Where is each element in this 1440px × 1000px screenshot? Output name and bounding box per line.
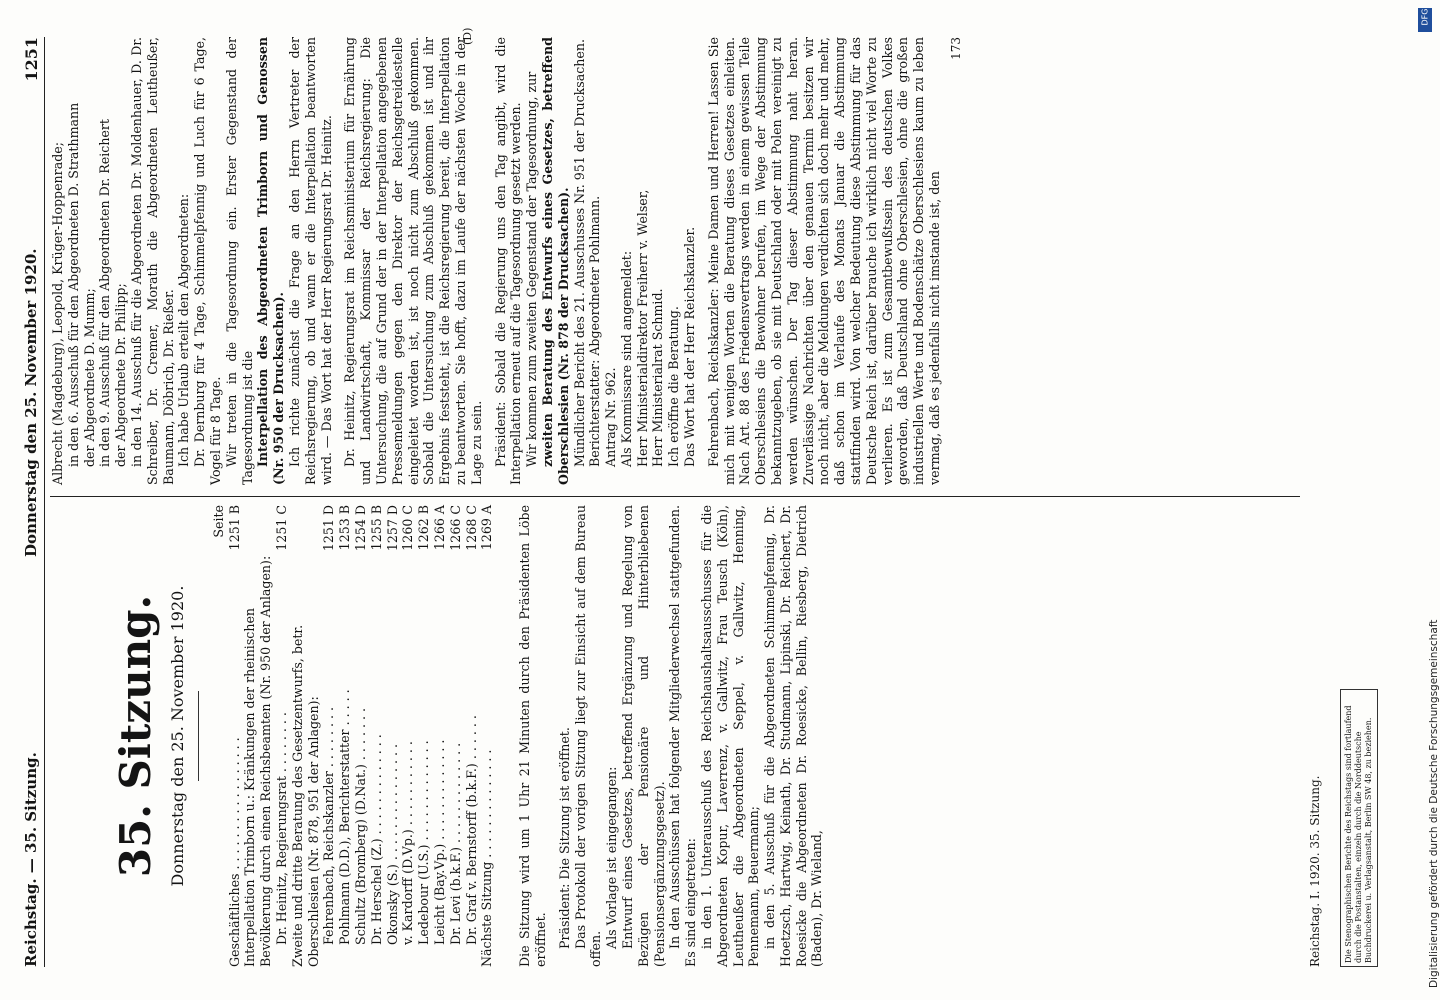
footnote-box: Die Stenographischen Berichte des Reichstags sind fortlaufend durch die Postanstalten, einzeln durch die Norddeutsche Buchdruckerei u. Verlagsanstalt, Berlin SW 48, zu beziehen. [1340, 689, 1378, 967]
toc-entry-text: Interpellation Trimborn u.: Kränkungen der rheinischen Bevölkerung durch einen Reichsbeamten (Nr. 950 der Anlagen): [242, 555, 274, 967]
right-paragraph: Antrag Nr. 962. [603, 367, 619, 467]
right-paragraph: zweiten Beratung des Entwurfs eines Gesetzes, betreffend Oberschlesien (Nr. 878 der Drucksachen). [539, 37, 571, 485]
right-paragraph: Dr. Heinitz, Regierungsrat im Reichsministerium für Ernährung und Landwirtschaft, Kommissar der Reichsregierung: Die Untersuchung, die auf Grund der in der Interpellation angegebenen Pressemeldungen gegen den Direktor der Reichsgetreidestelle eingeleitet worden ist, ist noch nicht zum Abschluß gekommen. Sobald die Untersuchung zum Abschluß gekommen ist und ihr Ergebnis feststeht, ist die Reichsregierung bereit, die Interpellation zu beantworten. Sie hofft, dazu im Laufe der nächsten Woche in der Lage zu sein. [342, 37, 484, 485]
page-header [10, 37, 45, 967]
session-date: Donnerstag den 25. November 1920. [168, 585, 187, 887]
toc-entry-text: Okonsky (S.) . . . . . . . . . . . . . . . [384, 744, 400, 945]
right-paragraph: Mündlicher Bericht des 21. Ausschusses Nr. 951 der Drucksachen. [571, 39, 587, 467]
toc-entry-text: Dr. Graf v. Bernstorff (b.k.F.) . . . . . . [463, 715, 479, 945]
toc-entry-page: 1255 B [368, 505, 384, 551]
right-paragraph: der Abgeordnete Dr. Philipp; [113, 283, 129, 467]
toc-row [227, 505, 243, 967]
toc-row [353, 505, 369, 967]
toc-row [290, 505, 322, 967]
digitization-note [1414, 8, 1440, 988]
toc-row [274, 505, 290, 967]
toc-row [464, 505, 480, 967]
toc-entry-text: Schultz (Bromberg) (D.Nat.) . . . . . . . [352, 708, 368, 945]
toc-entry-page: 1251 C [273, 505, 289, 551]
right-body [50, 37, 943, 485]
left-column [80, 505, 825, 967]
toc-row [448, 505, 464, 967]
margin-mark: (D) [461, 27, 474, 45]
document-page [10, 25, 1420, 985]
left-paragraph: Präsident: Die Sitzung ist eröffnet. [556, 727, 572, 949]
right-paragraph: Herr Ministerialrat Schmid. [650, 288, 666, 467]
toc-entry-text: Pohlmann (D.D.), Berichterstatter . . . . . [337, 689, 353, 945]
toc-row [369, 505, 385, 967]
digitization-note-text: Digitalisierung gefördert durch die Deutsche Forschungsgemeinschaft [1428, 619, 1440, 988]
right-page-footer: 173 [948, 37, 963, 60]
toc-entry-page: 1268 C [463, 505, 479, 551]
toc-entry-text: Nächste Sitzung . . . . . . . . . . . . . . [479, 749, 495, 967]
left-paragraph: Als Vorlage ist eingegangen: [604, 766, 620, 949]
table-of-contents [211, 505, 495, 967]
right-paragraph: Wir kommen zum zweiten Gegenstand der Tagesordnung, zur [524, 71, 540, 467]
toc-entry-text: Dr. Heinitz, Regierungsrat . . . . . . . . [273, 712, 289, 945]
toc-entry-text: Dr. Herschel (Z.) . . . . . . . . . . . . . [368, 734, 384, 945]
left-footer: Reichstag. I. 1920. 35. Sitzung. [1308, 775, 1322, 967]
toc-entry-text: Zweite und dritte Beratung des Gesetzentwurfs, betr. Oberschlesien (Nr. 878, 951 der Anlagen): [289, 624, 321, 967]
toc-row [400, 505, 416, 967]
toc-entry-text: v. Kardorff (D.Vp.) . . . . . . . . . . . [400, 741, 416, 945]
toc-entry-page: 1266 A [431, 505, 447, 551]
toc-entry-page: 1257 D [384, 505, 400, 552]
toc-row [385, 505, 401, 967]
right-paragraph: Als Kommissare sind angemeldet: [618, 250, 634, 467]
toc-row [432, 505, 448, 967]
header-page-number: 1251 [22, 37, 42, 82]
toc-entry-page [290, 505, 322, 553]
toc-entry-page: 1262 B [416, 505, 432, 551]
header-date: Donnerstag den 25. November 1920. [22, 248, 41, 557]
right-paragraph: Präsident: Sobald die Regierung uns den Tag angibt, wird die Interpellation erneut auf die Tagesordnung gesetzt werden. [492, 37, 524, 485]
toc-entry-page: 1269 A [479, 505, 495, 551]
left-paragraph: in den 1. Unterausschuß des Reichshaushaltsausschusses für die Abgeordneten Kopur, Laverrenz, v. Gallwitz, Frau Teusch (Köln), Leutheußer die Abgeordneten Seppel, v. Gallwitz, Henning, Pennemann, Beuermann; [698, 505, 762, 967]
session-title: 35. Sitzung. [111, 594, 160, 878]
right-paragraph: Fehrenbach, Reichskanzler: Meine Damen und Herren! Lassen Sie mich mit wenigen Worten die Beratung dieses Gesetzes einleiten. Nach Art. 88 des Friedensvertrags werden in einem gewissen Teile Oberschlesiens die Bewohner berufen, im Wege der Abstimmung bekanntzugeben, ob sie mit Deutschland oder mit Polen vereinigt zu werden wünschen. Der Tag dieser Abstimmung naht heran. Zuverlässige Nachrichten über den genauen Termin besitzen wir noch nicht, aber die Meldungen verdichten sich doch mehr und mehr, daß schon im Verlaufe des Monats Januar die Abstimmung stattfinden wird. Von welcher Bedeutung diese Abstimmung für das Deutsche Reich ist, darüber brauche ich wirklich nicht viel Worte zu verlieren. Es ist zum Gesamtbewußtsein des deutschen Volkes geworden, daß Deutschland ohne Oberschlesien, ohne die großen industriellen Werte und Bodenschätze Oberschlesiens kaum zu leben vermag, daß es jedenfalls nicht imstande ist, den [705, 37, 943, 485]
toc-entry-page [242, 505, 274, 553]
left-paragraph: In den Ausschüssen hat folgender Mitgliederwechsel stattgefunden. Es sind eingetreten: [667, 505, 699, 967]
right-paragraph: Ich richte zunächst die Frage an den Herrn Vertreter der Reichsregierung, ob und wann er die Interpellation beantworten wird. — Das Wort hat der Herr Regierungsrat Dr. Heinitz. [286, 37, 334, 485]
toc-row [416, 505, 432, 967]
right-paragraph: Berichterstatter: Abgeordneter Pohlmann. [587, 195, 603, 467]
toc-seite-label: Seite [210, 505, 226, 538]
column-divider [50, 496, 1300, 497]
title-rule [198, 691, 199, 781]
toc-row [479, 505, 495, 967]
toc-entry-page: 1260 C [400, 505, 416, 551]
left-paragraph: Die Sitzung wird um 1 Uhr 21 Minuten durch den Präsidenten Löbe eröffnet. [517, 505, 548, 967]
right-paragraph: Ich habe Urlaub erteilt den Abgeordneten: [176, 193, 192, 467]
right-paragraph: Ich eröffne die Beratung. [666, 306, 682, 467]
toc-entry-text: Fehrenbach, Reichskanzler . . . . . . . . [321, 707, 337, 945]
right-paragraph: der Abgeordnete D. Mumm; [81, 288, 97, 467]
right-column [50, 37, 965, 485]
left-paragraph: in den 5. Ausschuß für die Abgeordneten Schimmelpfennig, Dr. Hoetzsch, Hartwig, Keinath, Dr. Studmann, Lipinski, Dr. Reichert, Dr. Roesicke die Abgeordneten Dr. Roesicke, Bellin, Riesberg, Dietrich (Baden), Dr. Wieland, [762, 505, 825, 967]
toc-entry-text: Geschäftliches . . . . . . . . . . . . . . . . . [226, 737, 242, 967]
right-paragraph: Herr Ministerialdirektor Freiherr v. Welser, [634, 189, 650, 467]
right-paragraph: Dr. Dernburg für 4 Tage, Schimmelpfennig und Luch für 6 Tage, Vogel für 8 Tage. [192, 37, 223, 485]
toc-entry-page: 1253 B [337, 505, 353, 551]
toc-row [321, 505, 337, 967]
right-paragraph: in den 9. Ausschuß für den Abgeordneten Dr. Reichert [97, 119, 113, 467]
toc-entry-page: 1251 B [226, 505, 242, 551]
toc-entry-page: 1251 D [321, 505, 337, 552]
toc-entry-text: Dr. Levi (b.k.F.) . . . . . . . . . . . . . [447, 742, 463, 945]
toc-entry-text: Leicht (Bay.Vp.) . . . . . . . . . . . . . [431, 739, 447, 945]
right-paragraph: Das Wort hat der Herr Reichskanzler. [682, 226, 698, 467]
right-paragraph: in den 14. Ausschuß für die Abgeordneten Dr. Moldenhauer, D. Dr. Schreiber, Dr. Cremer, Morath die Abgeordneten Leutheußer, Baumann, Döbrich, Dr. Rießer. [128, 37, 176, 485]
right-paragraph: Wir treten in die Tagesordnung ein. Erster Gegenstand der Tagesordnung ist die [223, 37, 255, 485]
toc-entry-page: 1266 C [447, 505, 463, 551]
left-paragraph: Entwurf eines Gesetzes, betreffend Ergänzung und Regelung von Bezügen der Pensionäre und Hinterbliebenen (Pensionsergänzungsgesetz). [619, 505, 667, 967]
toc-row [337, 505, 353, 967]
toc-entry-text: Ledebour (U.S.) . . . . . . . . . . . . . [416, 740, 432, 945]
left-body [517, 505, 825, 967]
right-paragraph: in den 6. Ausschuß für den Abgeordneten D. Strathmann [65, 102, 81, 467]
toc-entry-page: 1254 D [352, 505, 368, 552]
header-left: Reichstag. — 35. Sitzung. [22, 752, 41, 967]
left-paragraph: Das Protokoll der vorigen Sitzung liegt zur Einsicht auf dem Bureau offen. [572, 505, 604, 967]
toc-row [242, 505, 274, 967]
right-paragraph: Albrecht (Magdeburg), Leopold, Krüger-Hoppenrade; [50, 142, 65, 485]
right-paragraph: Interpellation des Abgeordneten Trimborn und Genossen (Nr. 950 der Drucksachen). [255, 37, 287, 485]
toc-header-row [211, 505, 227, 967]
dfg-logo-text: DFG [1420, 8, 1430, 26]
